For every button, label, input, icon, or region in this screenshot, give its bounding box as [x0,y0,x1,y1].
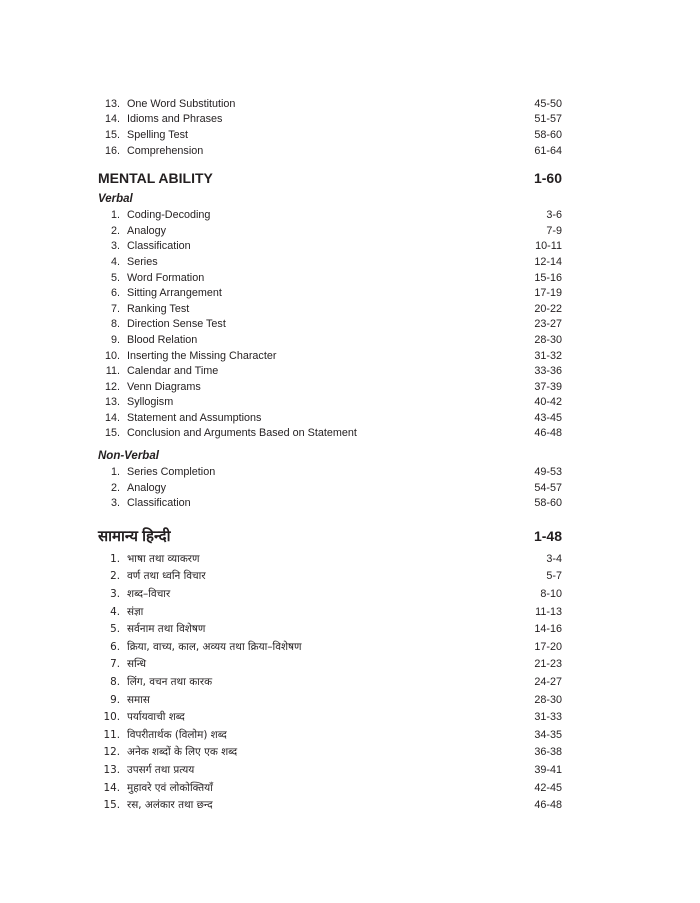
entry-pages: 17-20 [534,640,562,653]
entry-pages: 31-32 [534,349,562,362]
entry-title: One Word Substitution [127,97,236,110]
entry-pages: 3-4 [546,552,562,565]
toc-entry [98,568,562,586]
section-pages: 1-48 [533,528,562,545]
toc-entry [98,317,562,333]
entry-title: समास [127,693,150,706]
entry-number: 7. [110,302,120,315]
entry-title: मुहावरे एवं लोकोक्तियाँ [127,781,213,794]
entry-number: 14. [104,113,120,126]
mental-ability-heading [98,168,562,188]
entry-number: 5. [110,271,120,284]
toc-entry [98,779,562,797]
entry-title: Word Formation [127,271,205,284]
hindi-heading [98,526,562,546]
entry-title: Venn Diagrams [127,380,201,393]
verbal-subheading: Verbal [98,193,133,206]
entry-number: 12. [103,746,120,759]
entry-pages: 46-48 [534,427,562,440]
entry-pages: 46-48 [534,799,562,812]
toc-entry [98,464,562,480]
toc-entry [98,395,562,411]
toc-entry [98,673,562,691]
entry-number: 3. [110,497,120,510]
entry-number: 8. [110,676,120,689]
entry-pages: 17-19 [534,287,562,300]
entry-title: Analogy [127,224,167,237]
entry-number: 9. [110,333,120,346]
entry-number: 10. [104,349,120,362]
entry-pages: 51-57 [534,113,562,126]
entry-title: वर्ण तथा ध्वनि विचार [127,570,206,583]
entry-pages: 42-45 [534,781,562,794]
toc-entry [98,332,562,348]
entry-title: रस, अलंकार तथा छन्द [127,799,213,812]
entry-title: Direction Sense Test [127,318,226,331]
toc-entry [98,480,562,496]
entry-pages: 34-35 [534,728,562,741]
entry-pages: 10-11 [535,240,562,253]
entry-pages: 24-27 [534,676,562,689]
entry-number: 8. [110,318,120,331]
entry-number: 15. [104,128,120,141]
entry-title: लिंग, वचन तथा कारक [127,676,213,689]
toc-entry [98,691,562,709]
entry-number: 2. [110,481,120,494]
entry-pages: 39-41 [534,763,562,776]
entry-number: 7. [110,658,120,671]
entry-number: 14. [104,411,120,424]
entry-number: 2. [110,224,120,237]
entry-title: सर्वनाम तथा विशेषण [127,623,206,636]
entry-number: 2. [110,570,120,583]
hindi-list [98,550,562,814]
entry-pages: 54-57 [534,481,562,494]
toc-entry [98,726,562,744]
entry-pages: 11-13 [535,605,562,618]
entry-number: 11. [103,728,120,741]
entry-title: Idioms and Phrases [127,113,223,126]
entry-title: Ranking Test [127,302,190,315]
entry-number: 12. [104,380,120,393]
entry-pages: 8-10 [540,588,562,601]
toc-entry [98,495,562,511]
entry-number: 1. [110,466,120,479]
entry-title: Series [127,255,158,268]
toc-entry [98,96,562,112]
nonverbal-list [98,464,562,511]
entry-title: Syllogism [127,396,174,409]
entry-number: 6. [110,287,120,300]
toc-entry [98,143,562,159]
entry-pages: 58-60 [534,128,562,141]
entry-pages: 58-60 [534,497,562,510]
toc-entry [98,761,562,779]
toc-entry [98,270,562,286]
entry-title: Spelling Test [127,128,189,141]
entry-title: पर्यायवाची शब्द [127,711,185,724]
entry-pages: 14-16 [534,623,562,636]
entry-pages: 28-30 [534,693,562,706]
toc-entry [98,207,562,223]
entry-pages: 43-45 [534,411,562,424]
entry-title: सन्धि [127,658,146,671]
entry-number: 13. [104,396,120,409]
entry-title: Comprehension [127,144,204,157]
toc-entry [98,638,562,656]
section-title: MENTAL ABILITY [98,170,213,187]
entry-number: 10. [103,711,120,724]
entry-number: 3. [110,588,120,601]
toc-entry [98,744,562,762]
entry-number: 4. [110,605,120,618]
entry-number: 15. [103,799,120,812]
english-tail-list [98,96,562,158]
toc-entry [98,254,562,270]
section-pages: 1-60 [533,170,562,187]
entry-pages: 28-30 [534,333,562,346]
nonverbal-subheading: Non-Verbal [98,450,159,463]
toc-entry [98,379,562,395]
entry-number: 6. [110,640,120,653]
entry-title: Calendar and Time [127,365,219,378]
toc-entry [98,285,562,301]
entry-pages: 20-22 [534,302,562,315]
entry-pages: 49-53 [534,466,562,479]
entry-pages: 61-64 [534,144,562,157]
entry-title: शब्द–विचार [127,588,171,601]
entry-number: 4. [110,255,120,268]
entry-number: 1. [110,552,120,565]
toc-entry [98,239,562,255]
entry-number: 16. [104,144,120,157]
entry-title: क्रिया, वाच्य, काल, अव्यय तथा क्रिया–विशेषण [127,640,302,653]
entry-pages: 3-6 [546,209,562,222]
entry-pages: 45-50 [534,97,562,110]
toc-entry [98,796,562,814]
toc-entry [98,348,562,364]
entry-pages: 31-33 [534,711,562,724]
toc-entry [98,410,562,426]
entry-title: अनेक शब्दों के लिए एक शब्द [127,746,238,759]
entry-pages: 15-16 [534,271,562,284]
entry-number: 13. [104,97,120,110]
toc-entry [98,127,562,143]
entry-pages: 5-7 [546,570,562,583]
toc-entry [98,620,562,638]
entry-number: 1. [110,209,120,222]
toc-entry [98,112,562,128]
entry-title: भाषा तथा व्याकरण [127,552,200,565]
entry-number: 11. [105,365,120,378]
entry-number: 14. [103,781,120,794]
toc-entry [98,656,562,674]
entry-title: उपसर्ग तथा प्रत्यय [127,763,195,776]
entry-title: Statement and Assumptions [127,411,262,424]
entry-pages: 33-36 [534,365,562,378]
section-title: सामान्य हिन्दी [98,528,171,546]
entry-title: Inserting the Missing Character [127,349,277,362]
entry-pages: 40-42 [534,396,562,409]
entry-title: Sitting Arrangement [127,287,222,300]
entry-title: संज्ञा [127,605,144,618]
verbal-list [98,207,562,441]
toc-entry [98,603,562,621]
toc-entry [98,550,562,568]
entry-title: Conclusion and Arguments Based on Statement [127,427,357,440]
toc-entry [98,585,562,603]
toc-entry [98,708,562,726]
entry-pages: 37-39 [534,380,562,393]
entry-pages: 36-38 [534,746,562,759]
toc-entry [98,301,562,317]
entry-title: Classification [127,240,191,253]
entry-number: 3. [110,240,120,253]
toc-content [98,96,562,814]
toc-entry [98,363,562,379]
toc-entry [98,223,562,239]
entry-pages: 23-27 [534,318,562,331]
entry-pages: 12-14 [534,255,562,268]
entry-title: विपरीतार्थक (विलोम) शब्द [127,728,227,741]
entry-title: Classification [127,497,191,510]
entry-pages: 21-23 [534,658,562,671]
entry-number: 15. [104,427,120,440]
entry-title: Series Completion [127,466,216,479]
entry-title: Analogy [127,481,167,494]
entry-number: 5. [110,623,120,636]
entry-pages: 7-9 [546,224,562,237]
toc-entry [98,426,562,442]
entry-number: 13. [103,763,120,776]
entry-number: 9. [110,693,120,706]
entry-title: Blood Relation [127,333,198,346]
entry-title: Coding-Decoding [127,209,211,222]
